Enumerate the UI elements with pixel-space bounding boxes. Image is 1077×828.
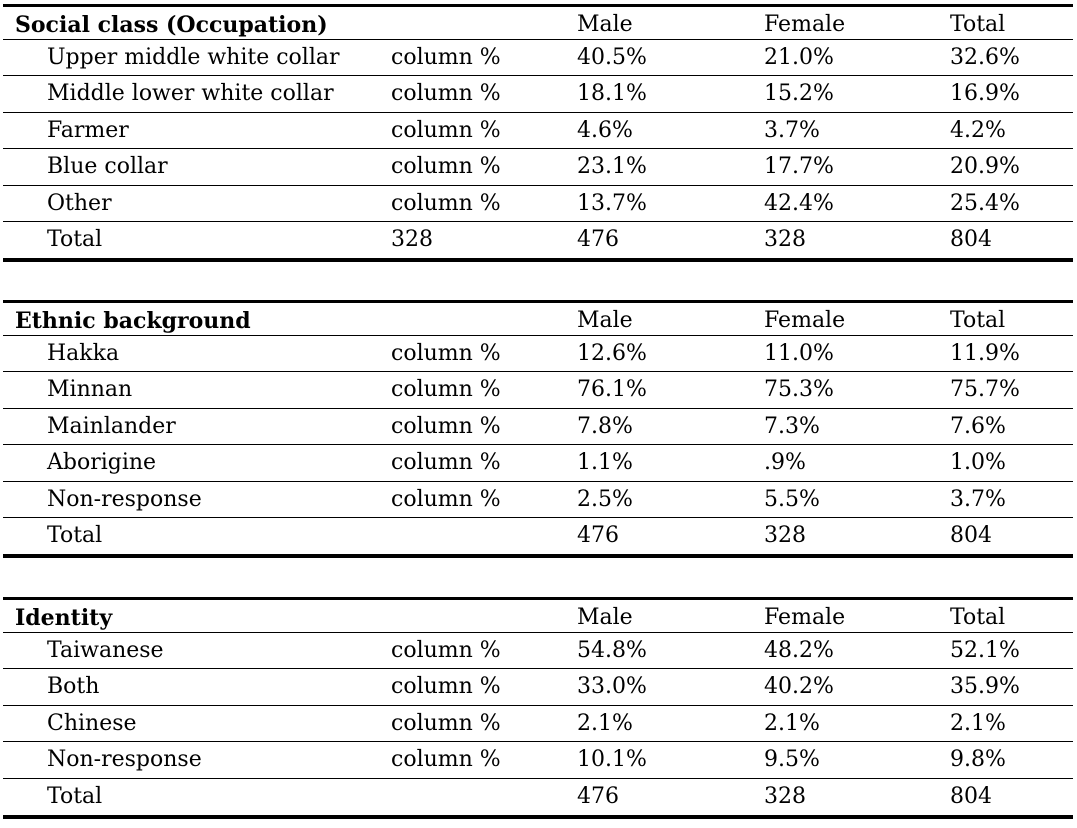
row-female: 5.5% [764, 486, 820, 512]
section-title: Ethnic background [15, 308, 251, 334]
row-stat: column % [391, 413, 501, 439]
header-male: Male [577, 308, 633, 333]
total-row [3, 222, 1073, 262]
row-male: 33.0% [577, 674, 647, 700]
row-male: 13.7% [577, 190, 647, 216]
header-female: Female [764, 12, 846, 37]
table-ethnic-background [3, 300, 1073, 558]
row-stat: column % [391, 450, 501, 476]
total-total: 804 [950, 783, 992, 809]
table-header-row [3, 4, 1073, 40]
row-male: 2.1% [577, 710, 633, 736]
row-label: Non-response [47, 747, 202, 773]
row-stat: column % [391, 154, 501, 180]
row-label: Blue collar [47, 154, 168, 180]
header-male: Male [577, 12, 633, 37]
header-total: Total [950, 605, 1006, 630]
row-total: 4.2% [950, 117, 1006, 143]
row-label: Hakka [47, 341, 120, 366]
table-row [3, 76, 1073, 112]
table-row [3, 372, 1073, 408]
row-label: Taiwanese [47, 638, 164, 663]
row-male: 23.1% [577, 154, 647, 180]
row-female: 7.3% [764, 413, 820, 439]
section-title: Identity [15, 605, 113, 631]
row-total: 52.1% [950, 638, 1020, 663]
total-label: Total [47, 522, 103, 548]
row-stat: column % [391, 674, 501, 700]
row-stat: column % [391, 638, 501, 663]
total-label: Total [47, 226, 103, 252]
row-label: Upper middle white collar [47, 45, 340, 70]
row-total: 20.9% [950, 154, 1020, 180]
total-male: 476 [577, 783, 619, 809]
row-label: Mainlander [47, 413, 176, 439]
row-label: Both [47, 674, 100, 700]
row-stat: column % [391, 747, 501, 773]
table-row [3, 186, 1073, 222]
total-male: 476 [577, 522, 619, 548]
total-row [3, 779, 1073, 819]
total-label: Total [47, 783, 103, 809]
row-total: 3.7% [950, 486, 1006, 512]
row-stat: column % [391, 45, 501, 70]
row-female: 9.5% [764, 747, 820, 773]
total-total: 804 [950, 522, 992, 548]
row-female: 40.2% [764, 674, 834, 700]
row-total: 11.9% [950, 341, 1020, 366]
total-female: 328 [764, 226, 806, 252]
table-row [3, 669, 1073, 705]
row-total: 75.7% [950, 377, 1020, 403]
table-row [3, 40, 1073, 76]
row-total: 1.0% [950, 450, 1006, 476]
table-row [3, 482, 1073, 518]
header-female: Female [764, 605, 846, 630]
table-row [3, 445, 1073, 481]
header-total: Total [950, 12, 1006, 37]
row-label: Middle lower white collar [47, 81, 334, 107]
row-stat: column % [391, 117, 501, 143]
total-female: 328 [764, 522, 806, 548]
row-total: 7.6% [950, 413, 1006, 439]
total-stat: 328 [391, 226, 433, 252]
total-total: 804 [950, 226, 992, 252]
row-label: Farmer [47, 117, 129, 143]
total-male: 476 [577, 226, 619, 252]
row-male: 12.6% [577, 341, 647, 366]
row-female: 11.0% [764, 341, 834, 366]
row-stat: column % [391, 377, 501, 403]
row-label: Chinese [47, 710, 137, 736]
row-male: 40.5% [577, 45, 647, 70]
table-row [3, 336, 1073, 372]
row-stat: column % [391, 190, 501, 216]
section-title: Social class (Occupation) [15, 12, 328, 38]
table-header-row [3, 597, 1073, 633]
row-male: 76.1% [577, 377, 647, 403]
row-female: 75.3% [764, 377, 834, 403]
row-total: 35.9% [950, 674, 1020, 700]
row-stat: column % [391, 81, 501, 107]
table-row [3, 113, 1073, 149]
row-total: 16.9% [950, 81, 1020, 107]
row-label: Other [47, 190, 112, 216]
total-row [3, 518, 1073, 558]
row-stat: column % [391, 341, 501, 366]
table-row [3, 706, 1073, 742]
table-header-row [3, 300, 1073, 336]
row-male: 54.8% [577, 638, 647, 663]
row-total: 32.6% [950, 45, 1020, 70]
header-total: Total [950, 308, 1006, 333]
row-total: 25.4% [950, 190, 1020, 216]
row-female: .9% [764, 450, 806, 476]
table-identity [3, 597, 1073, 819]
table-row [3, 742, 1073, 778]
row-label: Aborigine [47, 450, 157, 476]
total-female: 328 [764, 783, 806, 809]
row-total: 2.1% [950, 710, 1006, 736]
row-male: 4.6% [577, 117, 633, 143]
row-male: 7.8% [577, 413, 633, 439]
row-label: Non-response [47, 486, 202, 512]
table-row [3, 409, 1073, 445]
row-male: 2.5% [577, 486, 633, 512]
row-total: 9.8% [950, 747, 1006, 773]
row-stat: column % [391, 710, 501, 736]
table-social-class [3, 4, 1073, 262]
header-male: Male [577, 605, 633, 630]
row-label: Minnan [47, 377, 133, 403]
row-male: 1.1% [577, 450, 633, 476]
row-female: 48.2% [764, 638, 834, 663]
table-row [3, 149, 1073, 185]
row-stat: column % [391, 486, 501, 512]
row-male: 10.1% [577, 747, 647, 773]
row-female: 2.1% [764, 710, 820, 736]
row-female: 3.7% [764, 117, 820, 143]
header-female: Female [764, 308, 846, 333]
row-female: 42.4% [764, 190, 834, 216]
table-row [3, 633, 1073, 669]
row-male: 18.1% [577, 81, 647, 107]
row-female: 21.0% [764, 45, 834, 70]
row-female: 15.2% [764, 81, 834, 107]
row-female: 17.7% [764, 154, 834, 180]
